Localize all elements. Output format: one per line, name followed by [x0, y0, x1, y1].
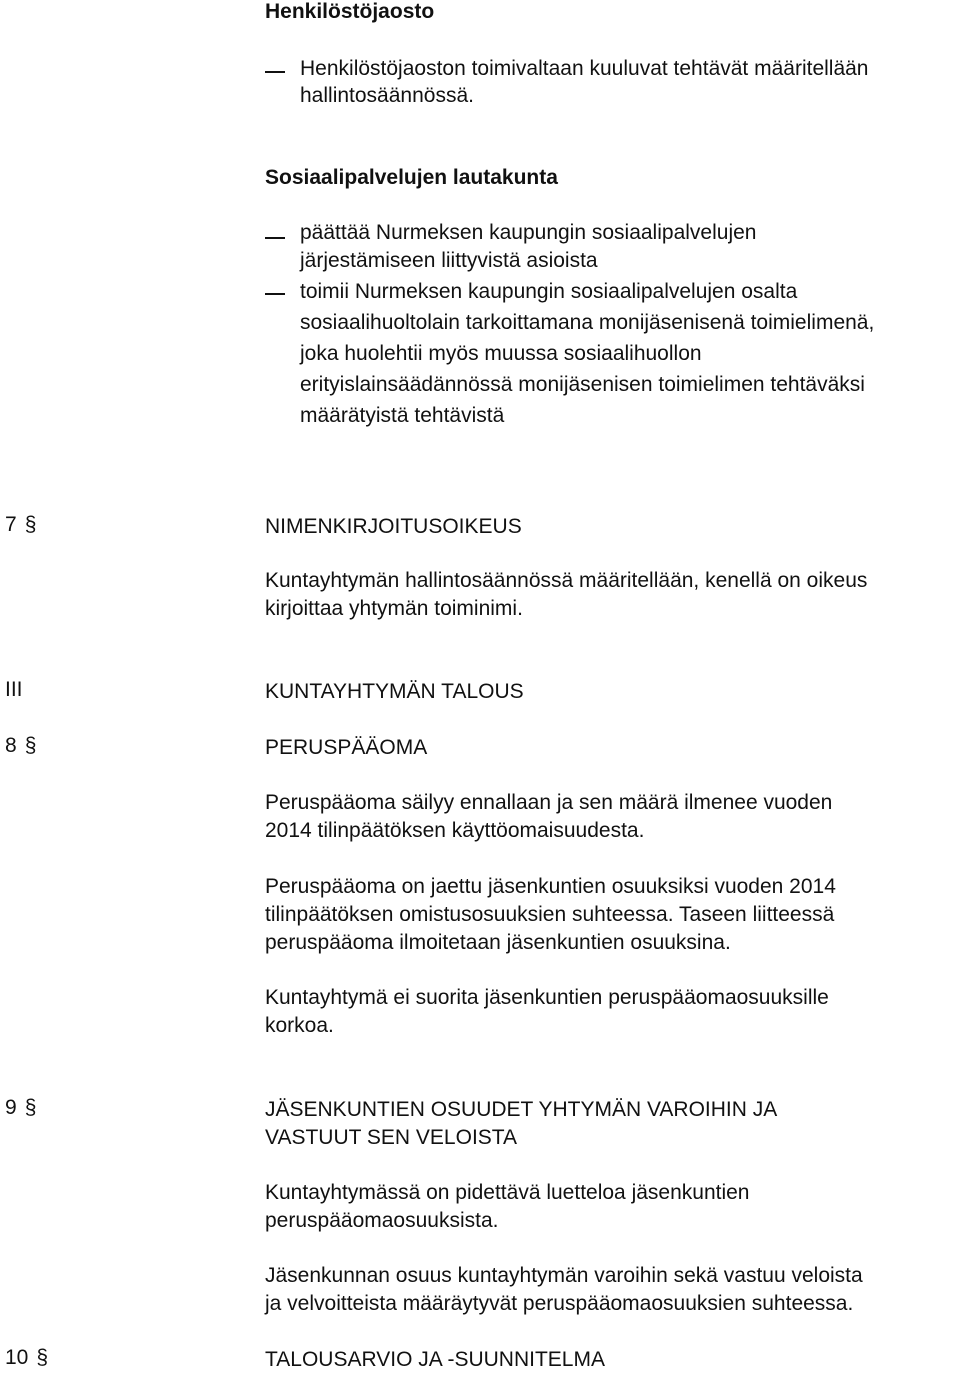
- section-sign: §: [36, 1346, 49, 1369]
- section-title: NIMENKIRJOITUSOIKEUS: [265, 515, 522, 538]
- section-title: TALOUSARVIO JA -SUUNNITELMA: [265, 1348, 605, 1371]
- bullet-line: päättää Nurmeksen kaupungin sosiaalipalvelujen: [300, 221, 757, 244]
- chapter-number: III: [5, 678, 23, 701]
- section-number: 7 §: [5, 513, 37, 536]
- bullet-line: Henkilöstöjaoston toimivaltaan kuuluvat tehtävät määritellään: [300, 57, 869, 80]
- bullet-dash: [265, 71, 285, 73]
- heading-sosiaalipalvelujen-lautakunta: Sosiaalipalvelujen lautakunta: [265, 166, 558, 189]
- paragraph: Kuntayhtymä ei suorita jäsenkuntien peruspääomaosuuksille korkoa.: [265, 986, 829, 1037]
- heading-henkilostojaosto: Henkilöstöjaosto: [265, 0, 435, 23]
- section-title: PERUSPÄÄOMA: [265, 736, 428, 759]
- bullet-dash: [265, 237, 285, 239]
- section-sign: §: [24, 1096, 37, 1119]
- paragraph: Jäsenkunnan osuus kuntayhtymän varoihin sekä vastuu veloista ja velvoitteista määräytyvät peruspääomaosuuksien suhteessa.: [265, 1264, 863, 1315]
- chapter-title: KUNTAYHTYMÄN TALOUS: [265, 680, 524, 703]
- bullet-line: hallintosäännössä.: [300, 84, 474, 107]
- bullet-dash: [265, 293, 285, 295]
- bullet-line: joka huolehtii myös muussa sosiaalihuollon: [300, 342, 702, 365]
- paragraph: Peruspääoma säilyy ennallaan ja sen määrä ilmenee vuoden 2014 tilinpäätöksen käyttöomaisuudesta.: [265, 791, 833, 842]
- section-number: 10 §: [5, 1346, 49, 1369]
- paragraph: Kuntayhtymän hallintosäännössä määritellään, kenellä on oikeus kirjoittaa yhtymän toiminimi.: [265, 569, 868, 620]
- section-number: 9 §: [5, 1096, 37, 1119]
- bullet-line: erityislainsäädännössä monijäsenisen toimielimen tehtäväksi: [300, 373, 865, 396]
- section-sign: §: [24, 734, 37, 757]
- section-sign: §: [24, 513, 37, 536]
- bullet-item: [300, 219, 756, 275]
- bullet-line: toimii Nurmeksen kaupungin sosiaalipalvelujen osalta: [300, 280, 798, 303]
- bullet-line: sosiaalihuoltolain tarkoittamana monijäsenisenä toimielimenä,: [300, 311, 875, 334]
- bullet-item: [300, 276, 874, 431]
- bullet-line: määrätyistä tehtävistä: [300, 404, 505, 427]
- paragraph: Kuntayhtymässä on pidettävä luetteloa jäsenkuntien peruspääomaosuuksista.: [265, 1181, 750, 1232]
- paragraph: Peruspääoma on jaettu jäsenkuntien osuuksiksi vuoden 2014 tilinpäätöksen omistusosuuksien suhteessa. Taseen liitteessä peruspääoma ilmoitetaan jäsenkuntien osuuksina.: [265, 875, 836, 954]
- bullet-line: järjestämiseen liittyvistä asioista: [300, 249, 598, 272]
- bullet-item: [300, 53, 869, 111]
- section-number: 8 §: [5, 734, 37, 757]
- section-title: JÄSENKUNTIEN OSUUDET YHTYMÄN VAROIHIN JA VASTUUT SEN VELOISTA: [265, 1098, 778, 1149]
